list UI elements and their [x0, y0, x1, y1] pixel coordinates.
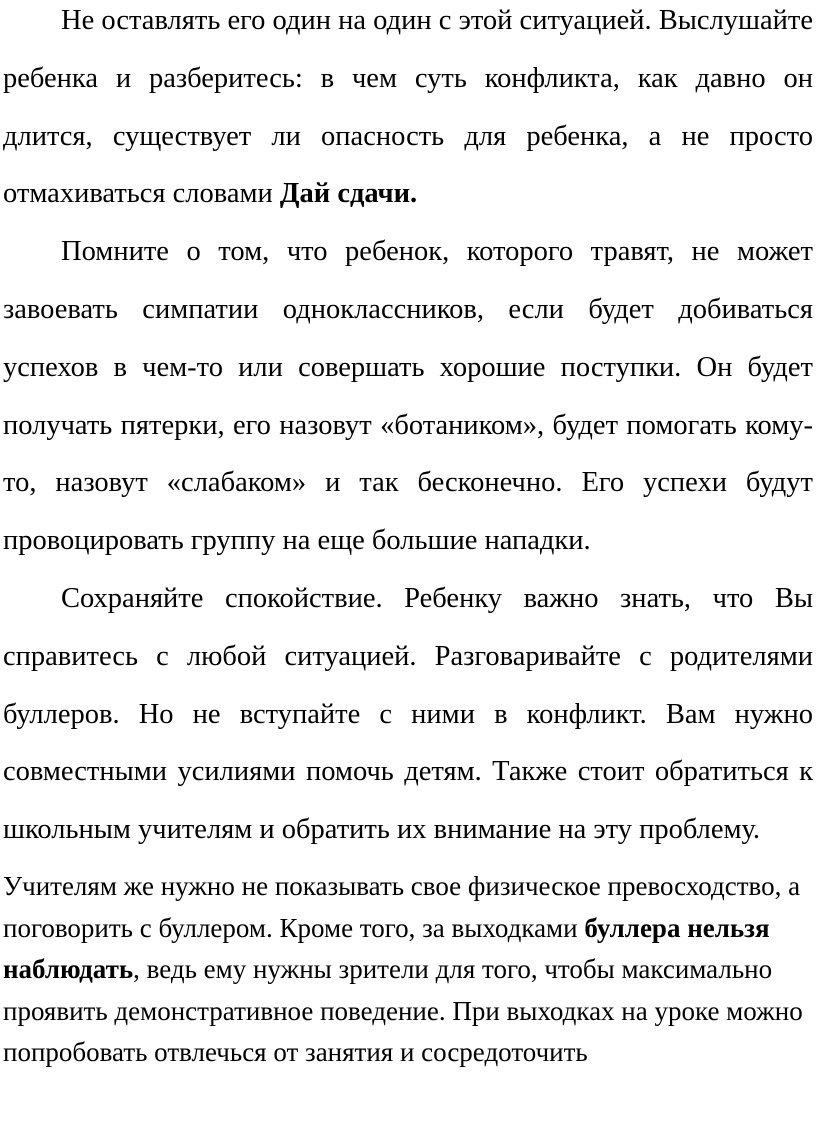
secondary-text-block [3, 866, 813, 1074]
paragraph-text: Учителям же нужно не показывать свое физическое превосходство, а поговорить с буллером. Кроме того, за выходками [3, 871, 801, 943]
paragraph-text: , ведь ему нужны зрители для того, чтобы максимально проявить демонстративное поведение. При выходках на уроке можно попробовать отвлечься от занятия и сосредоточить [3, 954, 803, 1068]
paragraph-text: Сохраняйте спокойствие. Ребенку важно знать, что Вы справитесь с любой ситуацией. Разговаривайте с родителями буллеров. Но не вступайте с ними в конфликт. Вам нужно совместными усилиями помочь детям. Также стоит обратиться к школьным учителям и обратить их внимание на эту проблему. [3, 582, 813, 846]
paragraph [3, 866, 813, 1074]
bold-phrase: Дай сдачи. [279, 178, 418, 210]
bold-phrase: буллера нельзя наблюдать [3, 912, 770, 985]
paragraph [3, 570, 813, 859]
paragraph-text: Не оставлять его один на один с этой ситуацией. Выслушайте ребенка и разберитесь: в чем суть конфликта, как давно он длится, существует ли опасность для ребенка, а не просто отмахиваться словами [3, 5, 813, 210]
main-text-block [3, 0, 813, 859]
paragraph [3, 223, 813, 570]
paragraph [3, 0, 813, 223]
paragraph-text: Помните о том, что ребенок, которого травят, не может завоевать симпатии одноклассников, если будет добиваться успехов в чем-то или совершать хорошие поступки. Он будет получать пятерки, его назовут «ботаником», будет помогать кому-то, назовут «слабаком» и так бесконечно. Его успехи будут провоцировать группу на еще большие нападки. [3, 236, 813, 557]
